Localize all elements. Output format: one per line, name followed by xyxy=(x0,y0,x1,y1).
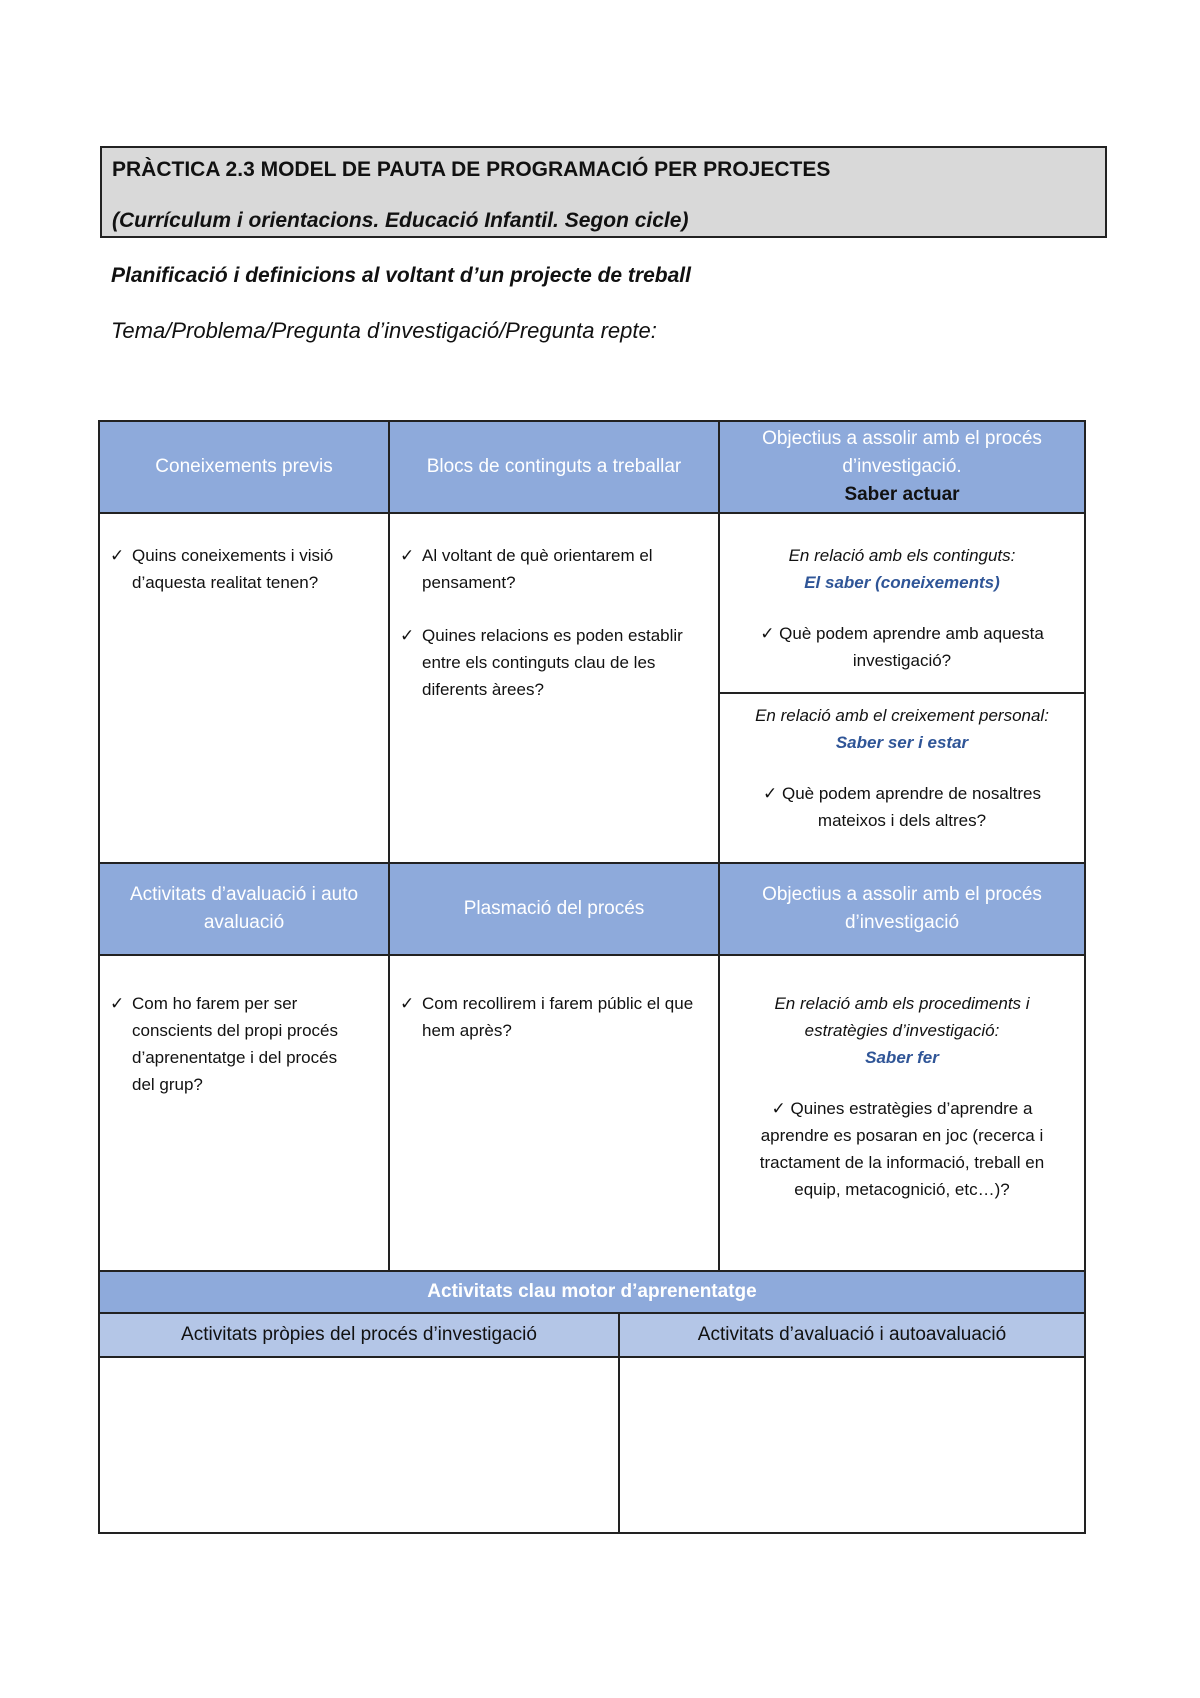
divider xyxy=(100,1270,1084,1272)
cell-objectives-knowledge xyxy=(720,514,1084,692)
relation-intro: En relació amb els procediments i estratègies d’investigació: xyxy=(774,994,1030,1040)
question-item xyxy=(734,620,1070,674)
cell-previous-knowledge xyxy=(100,514,388,862)
document-title: PRÀCTICA 2.3 MODEL DE PAUTA DE PROGRAMACIÓ PER PROJECTES xyxy=(112,158,831,181)
divider xyxy=(100,862,1084,864)
relation-intro: En relació amb els continguts: xyxy=(788,546,1016,565)
checkmark-icon: ✓ xyxy=(110,546,125,565)
divider xyxy=(100,1356,1084,1358)
be-label: Saber ser i estar xyxy=(835,733,969,752)
header-previous-knowledge-label: Coneixements previs xyxy=(155,456,333,477)
subheader-investigation-label: Activitats pròpies del procés d’investigació xyxy=(181,1324,537,1345)
checkmark-icon: ✓ xyxy=(763,784,782,803)
cell-content-blocks xyxy=(390,514,718,862)
checkmark-icon: ✓ xyxy=(400,626,415,645)
cell-process-capture xyxy=(390,956,718,1270)
know-how-label: Saber fer xyxy=(865,1048,939,1067)
question-text: Com ho farem per ser conscients del propi procés d’aprenentatge i del procés del grup? xyxy=(132,994,339,1094)
header-previous-knowledge xyxy=(100,422,388,512)
header-process-capture-label: Plasmació del procés xyxy=(463,898,645,919)
header-key-activities-label: Activitats clau motor d’aprenentatge xyxy=(427,1281,757,1302)
question-text: Què podem aprendre amb aquesta investigació? xyxy=(779,624,1044,670)
header-objectives-label: Objectius a assolir amb el procés d’investigació. xyxy=(762,428,1042,477)
divider xyxy=(720,692,1084,694)
divider xyxy=(618,1312,620,1532)
question-text: Al voltant de què orientarem el pensament? xyxy=(422,546,653,592)
divider xyxy=(388,422,390,1270)
cell-objectives-personal-growth xyxy=(720,694,1084,862)
cell-evaluation-activities xyxy=(100,956,388,1270)
divider xyxy=(100,512,1084,514)
document-subtitle: (Currículum i orientacions. Educació Infantil. Segon cicle) xyxy=(112,209,689,232)
question-text: Què podem aprendre de nosaltres mateixos i dels altres? xyxy=(782,784,1041,830)
question-item xyxy=(396,542,708,596)
question-text: Quines relacions es poden establir entre els continguts clau de les diferents àrees? xyxy=(422,626,683,699)
question-item xyxy=(744,1095,1060,1203)
title-box xyxy=(100,146,1107,238)
header-evaluation-activities xyxy=(100,864,388,954)
header-content-blocks-label: Blocs de continguts a treballar xyxy=(426,456,682,477)
theme-line: Tema/Problema/Pregunta d’investigació/Pregunta repte: xyxy=(111,318,657,343)
header-content-blocks xyxy=(390,422,718,512)
subheader-evaluation-label: Activitats d’avaluació i autoavaluació xyxy=(697,1324,1007,1345)
cell-evaluation-activities-empty xyxy=(620,1358,1084,1532)
question-item xyxy=(396,622,708,703)
checkmark-icon: ✓ xyxy=(110,994,125,1013)
header-know-act-label: Saber actuar xyxy=(844,484,960,505)
cell-objectives-procedures xyxy=(720,956,1084,1270)
question-item xyxy=(106,542,378,596)
question-item xyxy=(734,780,1070,834)
relation-intro: En relació amb el creixement personal: xyxy=(755,706,1049,725)
subheader-investigation-activities xyxy=(100,1314,618,1356)
checkmark-icon: ✓ xyxy=(400,994,415,1013)
divider xyxy=(100,954,1084,956)
question-item xyxy=(396,990,708,1044)
header-process-capture xyxy=(390,864,718,954)
planning-heading: Planificació i definicions al voltant d’un projecte de treball xyxy=(111,264,691,287)
question-text: Quins coneixements i visió d’aquesta realitat tenen? xyxy=(132,546,334,592)
knowledge-label: El saber (coneixements) xyxy=(804,573,1000,592)
divider xyxy=(100,1312,1084,1314)
checkmark-icon: ✓ xyxy=(400,546,415,565)
header-objectives-know-act xyxy=(720,422,1084,512)
checkmark-icon: ✓ xyxy=(760,624,780,643)
question-text: Quines estratègies d’aprendre a aprendre es posaran en joc (recerca i tractament de la informació, treball en equip, metacognició, etc…)? xyxy=(759,1099,1045,1199)
divider xyxy=(718,422,720,1270)
question-text: Com recollirem i farem públic el que hem après? xyxy=(422,994,694,1040)
header-evaluation-label: Activitats d’avaluació i auto avaluació xyxy=(129,884,359,933)
header-objectives-investigation xyxy=(720,864,1084,954)
header-key-activities xyxy=(100,1272,1084,1312)
cell-investigation-activities-empty xyxy=(100,1358,618,1532)
question-item xyxy=(106,990,348,1098)
subheader-evaluation-activities xyxy=(620,1314,1084,1356)
programming-table xyxy=(98,420,1086,1534)
checkmark-icon: ✓ xyxy=(771,1099,791,1118)
header-objectives-investigation-label: Objectius a assolir amb el procés d’investigació xyxy=(762,884,1042,933)
